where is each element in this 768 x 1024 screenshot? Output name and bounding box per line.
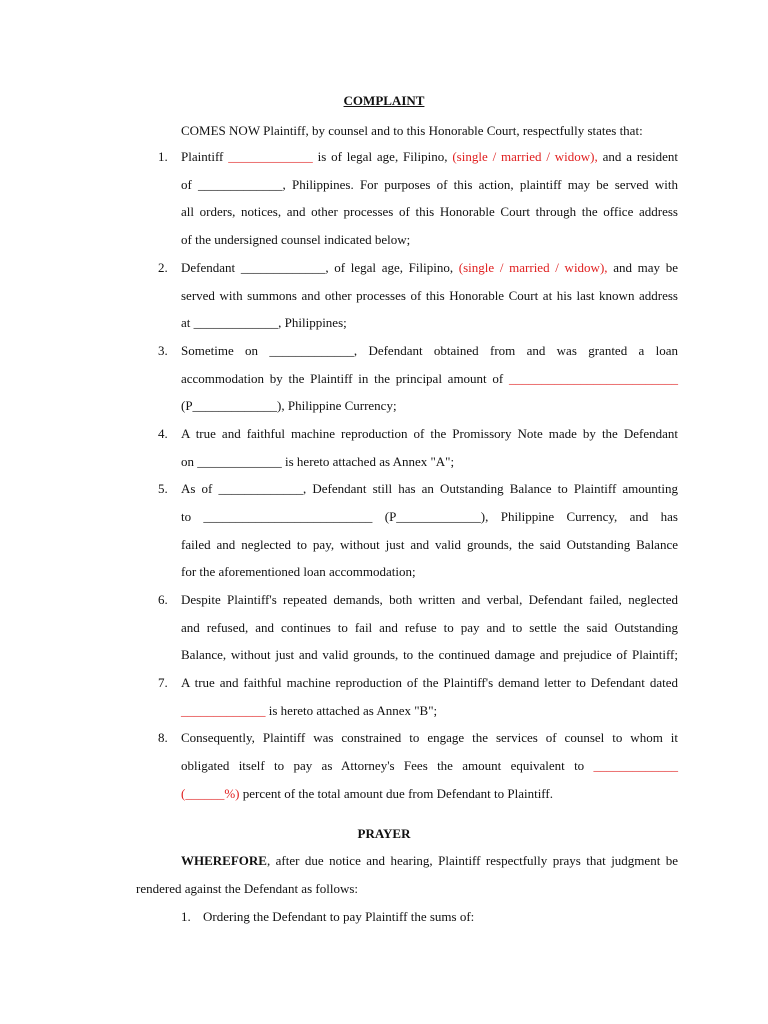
prayer-line-1: WHEREFORE, after due notice and hearing, Plaintiff respectfully prays that judgment be — [181, 853, 678, 868]
item-7-line-1: A true and faithful machine reproduction of the Plaintiff's demand letter to Defendant dated — [181, 675, 678, 690]
item-6-line-2: and refused, and continues to fail and refuse to pay and to settle the said Outstanding — [181, 620, 678, 635]
prayer-item-number: 1. — [181, 909, 191, 924]
item-8-line-2: obligated itself to pay as Attorney's Fees the amount equivalent to _____________ — [181, 758, 678, 773]
item-2-line-1: Defendant _____________, of legal age, Filipino, (single / married / widow), and may be — [181, 260, 679, 275]
item-2-line-3: at _____________, Philippines; — [181, 315, 347, 330]
wherefore-label: WHEREFORE — [181, 853, 267, 868]
item-1-line-2: of _____________, Philippines. For purposes of this action, plaintiff may be served with — [181, 177, 678, 192]
item-3-line-2: accommodation by the Plaintiff in the principal amount of __________________________ — [181, 371, 678, 386]
fill-in-blank: __________________________ — [509, 371, 678, 386]
item-3-line-3: (P_____________), Philippine Currency; — [181, 398, 397, 413]
item-number: 4. — [158, 426, 168, 441]
item-1-line-1: Plaintiff _____________ is of legal age, Filipino, (single / married / widow), and a resident — [181, 149, 678, 164]
item-number: 6. — [158, 592, 168, 607]
item-number: 2. — [158, 260, 168, 275]
document-title: COMPLAINT — [343, 93, 425, 108]
item-8-line-3: (______%) percent of the total amount due from Defendant to Plaintiff. — [181, 786, 553, 801]
intro-paragraph: COMES NOW Plaintiff, by counsel and to this Honorable Court, respectfully states that: — [181, 123, 643, 138]
item-1-line-3: all orders, notices, and other processes of this Honorable Court through the office address — [181, 204, 678, 219]
fill-in-blank: _____________ — [181, 703, 266, 718]
prayer-item-1: Ordering the Defendant to pay Plaintiff the sums of: — [203, 909, 475, 924]
item-number: 8. — [158, 730, 168, 745]
item-5-line-1: As of _____________, Defendant still has an Outstanding Balance to Plaintiff amounting — [181, 481, 678, 496]
item-5-line-4: for the aforementioned loan accommodation; — [181, 564, 416, 579]
fill-in-blank: _____________ — [228, 149, 313, 164]
item-6-line-3: Balance, without just and valid grounds, to the continued damage and prejudice of Plaintiff; — [181, 647, 678, 662]
item-3-line-1: Sometime on _____________, Defendant obtained from and was granted a loan — [181, 343, 678, 358]
item-6-line-1: Despite Plaintiff's repeated demands, both written and verbal, Defendant failed, neglected — [181, 592, 678, 607]
fill-in-blank: _____________ — [593, 758, 678, 773]
item-number: 5. — [158, 481, 168, 496]
item-7-line-2: _____________ is hereto attached as Annex "B"; — [181, 703, 438, 718]
item-number: 3. — [158, 343, 168, 358]
prayer-line-2: rendered against the Defendant as follows: — [136, 881, 359, 896]
item-number: 1. — [158, 149, 168, 164]
item-4-line-1: A true and faithful machine reproduction of the Promissory Note made by the Defendant — [181, 426, 678, 441]
fill-in-blank: (______%) — [181, 786, 240, 801]
item-5-line-2: to __________________________ (P_____________), Philippine Currency, and has — [181, 509, 678, 524]
civil-status-options: (single / married / widow), — [452, 149, 598, 164]
item-4-line-2: on _____________ is hereto attached as Annex "A"; — [181, 454, 455, 469]
item-2-line-2: served with summons and other processes of this Honorable Court at his last known address — [181, 288, 678, 303]
item-5-line-3: failed and neglected to pay, without just and valid grounds, the said Outstanding Balance — [181, 537, 678, 552]
item-number: 7. — [158, 675, 168, 690]
item-8-line-1: Consequently, Plaintiff was constrained to engage the services of counsel to whom it — [181, 730, 678, 745]
item-1-line-4: of the undersigned counsel indicated below; — [181, 232, 411, 247]
prayer-heading: PRAYER — [357, 826, 411, 841]
civil-status-options: (single / married / widow), — [458, 260, 608, 275]
